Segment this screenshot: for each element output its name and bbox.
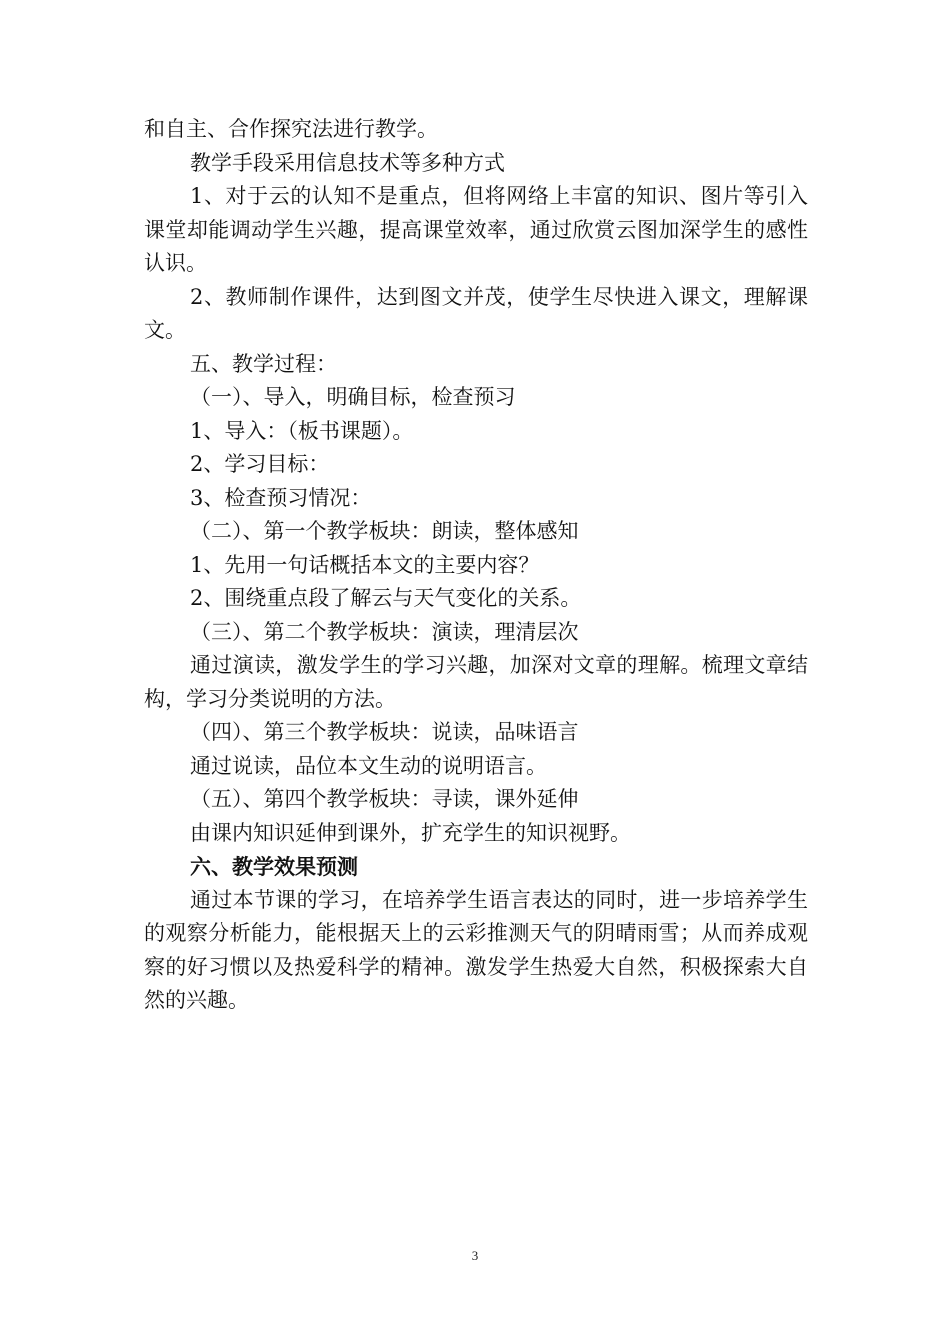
paragraph-teaching-means: 教学手段采用信息技术等多种方式 (190, 150, 505, 175)
subheading-step-5: （五）、第四个教学板块：寻读，课外延伸 (190, 787, 579, 811)
paragraph-step-5-body: 由课内知识延伸到课外，扩充学生的知识视野。 (190, 820, 631, 845)
list-item-intro: 1、导入：（板书课题）。 (190, 418, 414, 443)
document-body (144, 113, 808, 1018)
subheading-step-2: （二）、第一个教学板块：朗读，整体感知 (190, 519, 579, 543)
subheading-step-3: （三）、第二个教学板块：演读，理清层次 (190, 619, 579, 644)
paragraph-means-item-1: 1、对于云的认知不是重点，但将网络上丰富的知识、图片等引入课堂却能调动学生兴趣，提高课堂效率，通过欣赏云图加深学生的感性认识。 (144, 184, 808, 275)
list-item-goals: 2、学习目标： (190, 452, 330, 476)
paragraph-continuation: 和自主、合作探究法进行教学。 (144, 117, 438, 141)
paragraph-effect-prediction-body: 通过本节课的学习，在培养学生语言表达的同时，进一步培养学生的观察分析能力，能根据天上的云彩推测天气的阴晴雨雪；从而养成观察的好习惯以及热爱科学的精神。激发学生热爱大自然，积极探索大自然的兴趣。 (144, 887, 808, 1012)
list-item-key-paragraph: 2、围绕重点段了解云与天气变化的关系。 (190, 586, 582, 610)
subheading-step-4: （四）、第三个教学板块：说读，品味语言 (190, 720, 579, 744)
heading-teaching-process: 五、教学过程： (190, 351, 337, 376)
list-item-preview-check: 3、检查预习情况： (190, 485, 372, 510)
paragraph-step-3-body: 通过演读，激发学生的学习兴趣，加深对文章的理解。梳理文章结构，学习分类说明的方法。 (144, 653, 808, 711)
paragraph-step-4-body: 通过说读，品位本文生动的说明语言。 (190, 753, 547, 778)
page-number: 3 (471, 1248, 479, 1263)
subheading-step-1: （一）、导入，明确目标，检查预习 (190, 385, 516, 409)
list-item-summary: 1、先用一句话概括本文的主要内容？ (190, 552, 540, 577)
heading-effect-prediction: 六、教学效果预测 (190, 854, 358, 879)
paragraph-means-item-2: 2、教师制作课件，达到图文并茂，使学生尽快进入课文，理解课文。 (144, 284, 808, 342)
